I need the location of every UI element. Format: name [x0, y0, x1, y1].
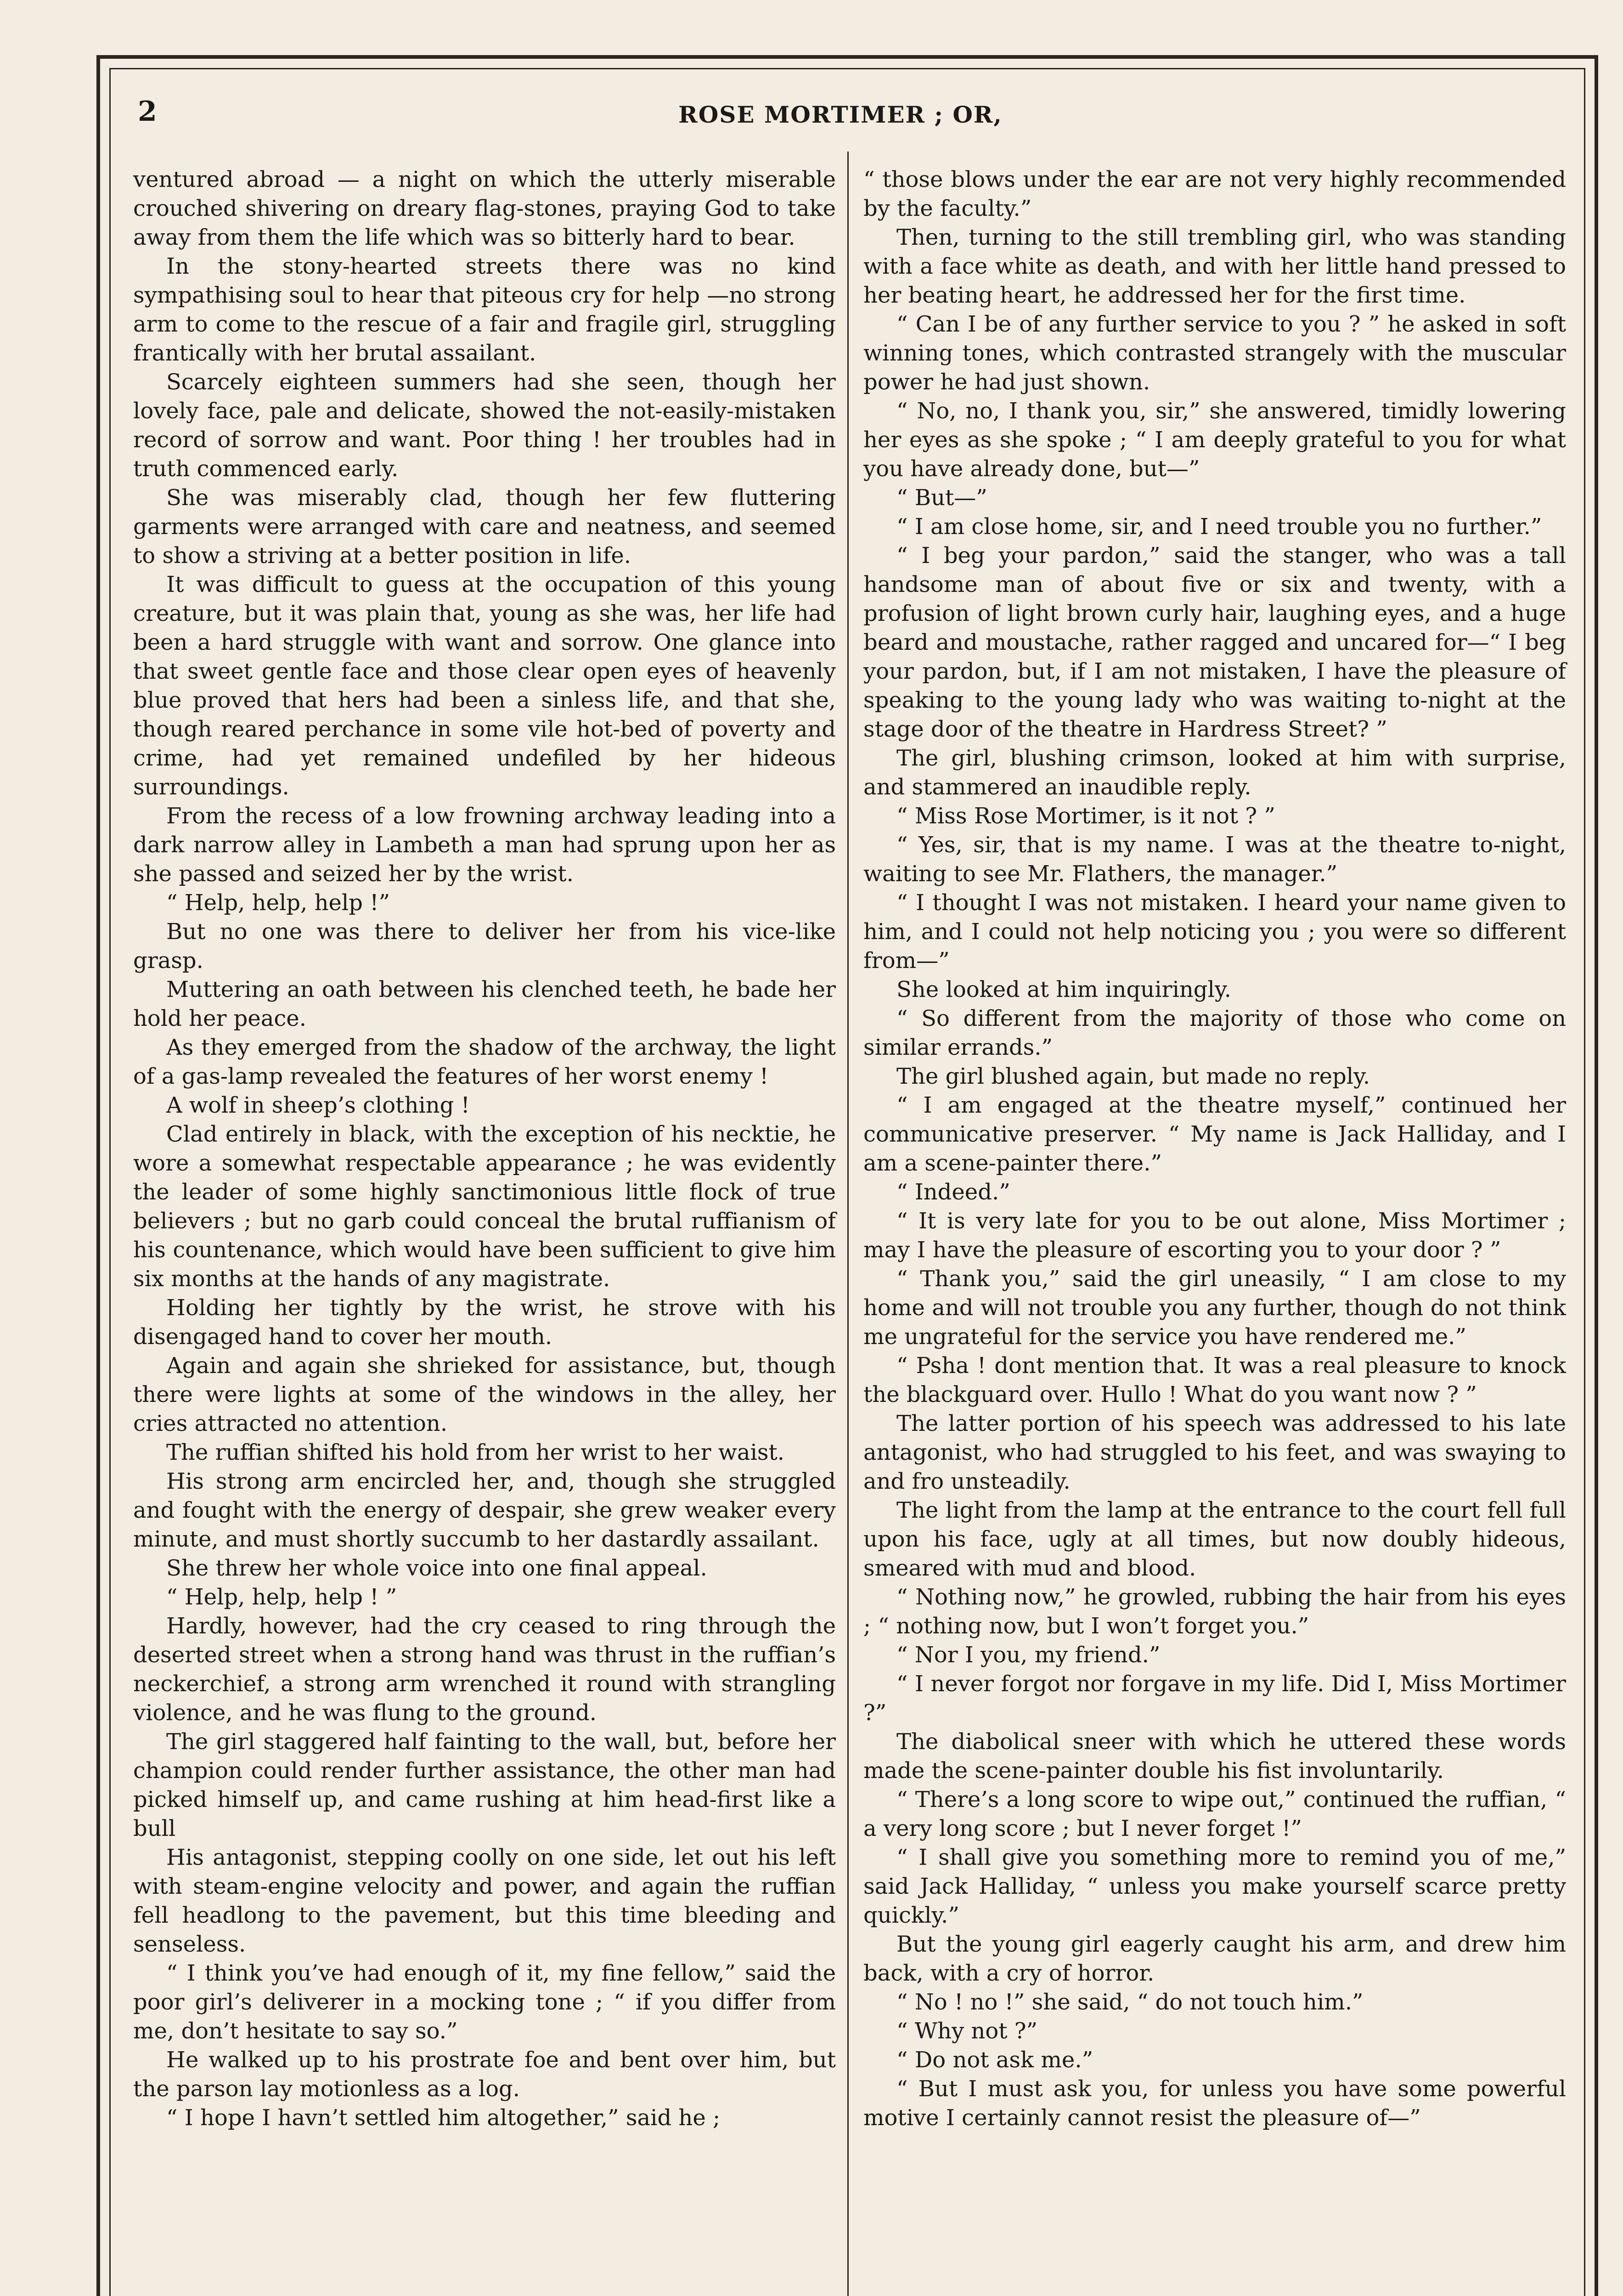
paragraph: “ But—”: [896, 485, 987, 511]
column-divider: [847, 152, 849, 2296]
paragraph: It was difficult to guess at the occupation of this young creature, but it was plain that, young as she was, her life had been a hard struggle with want and sorrow. One glance into that sweet gentle face and those clear open eyes of heavenly blue proved that hers had been a sinless life, and that she, though reared perchance in some vile hot-bed of poverty and crime, had yet remained undefiled by her hideous surroundings.: [133, 572, 836, 800]
paragraph: The ruffian shifted his hold from her wrist to her waist.: [166, 1440, 785, 1465]
paragraph: “ I never forgot nor forgave in my life. Did I, Miss Mortimer ?”: [863, 1671, 1566, 1726]
paragraph: The light from the lamp at the entrance to the court fell full upon his face, ugly at all times, but now doubly hideous, smeared with mud and blood.: [863, 1497, 1566, 1581]
right-column: [863, 165, 1566, 2133]
paragraph: “ Indeed.”: [896, 1179, 1010, 1205]
left-column: [133, 165, 836, 2133]
page-number: 2: [138, 96, 157, 128]
paragraph: “ I hope I havn’t settled him altogether,” said he ;: [166, 2105, 721, 2131]
paragraph: “ Nor I you, my friend.”: [896, 1642, 1161, 1668]
paragraph: In the stony-hearted streets there was no kind sympathising soul to hear that piteous cry for help —no strong arm to come to the rescue of a fair and fragile girl, struggling frantically with her brutal assailant.: [133, 253, 836, 366]
paragraph: As they emerged from the shadow of the archway, the light of a gas-lamp revealed the features of her worst enemy !: [133, 1035, 836, 1089]
paragraph: The girl staggered half fainting to the wall, but, before her champion could render further assistance, the other man had picked himself up, and came rushing at him head-first like a bull: [133, 1729, 836, 1841]
paragraph: “ Nothing now,” he growled, rubbing the hair from his eyes ; “ nothing now, but I won’t forget you.”: [863, 1584, 1566, 1639]
paragraph: “ Psha ! dont mention that. It was a real pleasure to knock the blackguard over. Hullo ! What do you want now ? ”: [863, 1353, 1566, 1407]
paragraph: “ I thought I was not mistaken. I heard your name given to him, and I could not help noticing you ; you were so different from—”: [863, 890, 1566, 974]
paragraph: “ Help, help, help !”: [166, 890, 390, 916]
paragraph: “ So different from the majority of those who come on similar errands.”: [863, 1006, 1566, 1060]
paragraph: “ Help, help, help ! ”: [166, 1584, 397, 1610]
paragraph: The girl blushed again, but made no reply.: [896, 1064, 1370, 1089]
paragraph: He walked up to his prostrate foe and bent over him, but the parson lay motionless as a log.: [133, 2047, 836, 2102]
paragraph: “ I am engaged at the theatre myself,” continued her communicative preserver. “ My name is Jack Halliday, and I am a scene-painter there.”: [863, 1092, 1566, 1176]
paragraph: “ There’s a long score to wipe out,” continued the ruffian, “ a very long score ; but I never forget !”: [863, 1787, 1566, 1841]
paragraph: His antagonist, stepping coolly on one side, let out his left with steam-engine velocity and power, and again the ruffian fell headlong to the pavement, but this time bleeding and senseless.: [133, 1845, 836, 1957]
paragraph: “ Yes, sir, that is my name. I was at the theatre to-night, waiting to see Mr. Flathers, the manager.”: [863, 832, 1566, 887]
paragraph: “ I shall give you something more to remind you of me,” said Jack Halliday, “ unless you make yourself scarce pretty quickly.”: [863, 1845, 1566, 1928]
paragraph: Clad entirely in black, with the exception of his necktie, he wore a somewhat respectable appearance ; he was evidently the leader of some highly sanctimonious little flock of true believers ; but no garb could conceal the brutal ruffianism of his countenance, which would have been sufficient to give him six months at the hands of any magistrate.: [133, 1121, 836, 1292]
paragraph: The diabolical sneer with which he uttered these words made the scene-painter double his fist involuntarily.: [863, 1729, 1566, 1784]
paragraph: “ I beg your pardon,” said the stanger, who was a tall handsome man of about five or six and twenty, with a profusion of light brown curly hair, laughing eyes, and a huge beard and moustache, rather ragged and uncared for—“ I beg your pardon, but, if I am not mistaken, I have the pleasure of speaking to the young lady who was waiting to-night at the stage door of the theatre in Hardress Street? ”: [863, 543, 1566, 742]
paragraph: She looked at him inquiringly.: [896, 977, 1231, 1002]
paragraph: From the recess of a low frowning archway leading into a dark narrow alley in Lambeth a man had sprung upon her as she passed and seized her by the wrist.: [133, 803, 836, 887]
paragraph: Hardly, however, had the cry ceased to ring through the deserted street when a strong hand was thrust in the ruffian’s neckerchief, a strong arm wrenched it round with strangling violence, and he was flung to the ground.: [133, 1613, 836, 1726]
paragraph: “ No ! no !” she said, “ do not touch him.”: [896, 1989, 1364, 2015]
paragraph: “ Thank you,” said the girl uneasily, “ I am close to my home and will not trouble you any further, though do not think me ungrateful for the service you have rendered me.”: [863, 1266, 1566, 1350]
running-title: ROSE MORTIMER ; OR,: [678, 101, 1003, 128]
paragraph: “ No, no, I thank you, sir,” she answered, timidly lowering her eyes as she spoke ; “ I am deeply grateful to you for what you have already done, but—”: [863, 398, 1566, 482]
paragraph: Then, turning to the still trembling girl, who was standing with a face white as death, and with her little hand pressed to her beating heart, he addressed her for the first time.: [863, 225, 1566, 308]
paragraph: Scarcely eighteen summers had she seen, though her lovely face, pale and delicate, showed the not-easily-mistaken record of sorrow and want. Poor thing ! her troubles had in truth commenced early.: [133, 369, 836, 482]
paragraph: “ I think you’ve had enough of it, my fine fellow,” said the poor girl’s deliverer in a mocking tone ; “ if you differ from me, don’t hesitate to say so.”: [133, 1960, 836, 2044]
paragraph: Holding her tightly by the wrist, he strove with his disengaged hand to cover her mouth.: [133, 1295, 836, 1350]
paragraph: “ It is very late for you to be out alone, Miss Mortimer ; may I have the pleasure of escorting you to your door ? ”: [863, 1208, 1566, 1263]
paragraph: “ Do not ask me.”: [896, 2047, 1093, 2073]
paragraph: “ those blows under the ear are not very highly recommended by the faculty.”: [863, 167, 1566, 221]
paragraph: ventured abroad — a night on which the utterly miserable crouched shivering on dreary flag-stones, praying God to take away from them the life which was so bitterly hard to bear.: [133, 167, 836, 250]
paragraph: “ Can I be of any further service to you ? ” he asked in soft winning tones, which contrasted strangely with the muscular power he had just shown.: [863, 311, 1566, 395]
paragraph: A wolf in sheep’s clothing !: [166, 1092, 470, 1118]
paragraph: The girl, blushing crimson, looked at him with surprise, and stammered an inaudible reply.: [863, 745, 1566, 800]
paragraph: Muttering an oath between his clenched teeth, he bade her hold her peace.: [133, 977, 836, 1031]
paragraph: “ Why not ?”: [896, 2018, 1038, 2044]
paragraph: The latter portion of his speech was addressed to his late antagonist, who had struggled to his feet, and was swaying to and fro unsteadily.: [863, 1411, 1566, 1494]
paragraph: But the young girl eagerly caught his arm, and drew him back, with a cry of horror.: [863, 1931, 1566, 1986]
paragraph: She threw her whole voice into one final appeal.: [166, 1555, 707, 1581]
paragraph: His strong arm encircled her, and, though she struggled and fought with the energy of despair, she grew weaker every minute, and must shortly succumb to her dastardly assailant.: [133, 1469, 836, 1552]
paragraph: “ Miss Rose Mortimer, is it not ? ”: [896, 803, 1275, 829]
paragraph: But no one was there to deliver her from his vice-like grasp.: [133, 919, 836, 974]
paragraph: She was miserably clad, though her few fluttering garments were arranged with care and neatness, and seemed to show a striving at a better position in life.: [133, 485, 836, 568]
running-head: [129, 92, 1552, 133]
paragraph: Again and again she shrieked for assistance, but, though there were lights at some of the windows in the alley, her cries attracted no attention.: [133, 1353, 836, 1436]
paragraph: “ But I must ask you, for unless you have some powerful motive I certainly cannot resist the pleasure of—”: [863, 2076, 1566, 2131]
paragraph: “ I am close home, sir, and I need trouble you no further.”: [896, 514, 1542, 540]
